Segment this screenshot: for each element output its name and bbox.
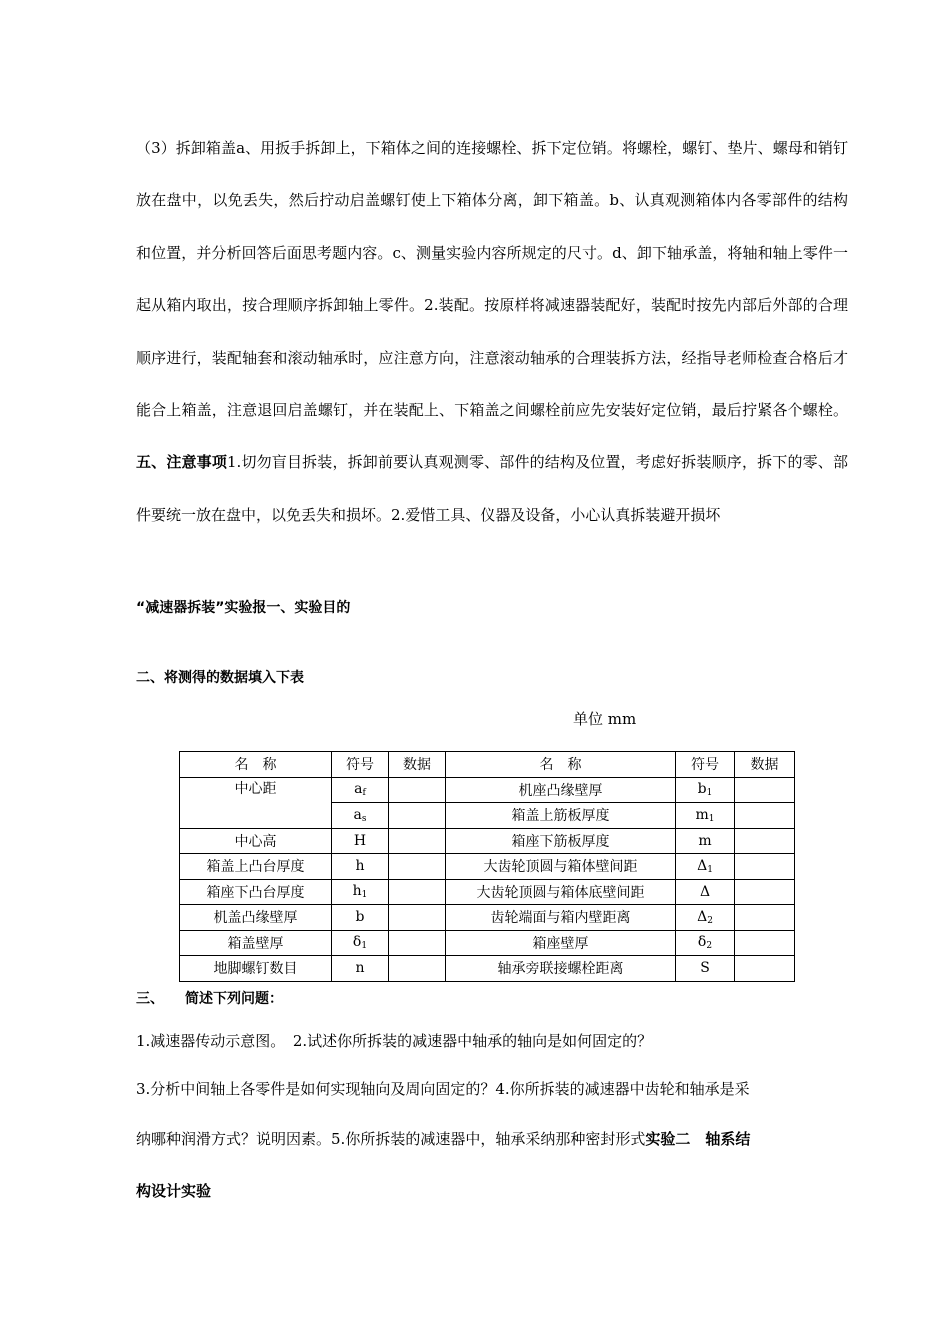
right-symbol-cell: S bbox=[676, 956, 735, 982]
experiment-two-title: 实验二 轴系结 bbox=[645, 1130, 751, 1148]
question-line-4 bbox=[136, 1180, 848, 1201]
right-name-cell: 箱盖上筋板厚度 bbox=[446, 803, 676, 829]
left-name-cell: 中心距 bbox=[180, 777, 332, 828]
question-line-2: 3.分析中间轴上各零件是如何实现轴向及周向固定的？4.你所拆装的减速器中齿轮和轴承是采 bbox=[136, 1080, 750, 1098]
right-data-cell[interactable] bbox=[735, 854, 795, 880]
right-data-cell[interactable] bbox=[735, 828, 795, 854]
header-symbol: 符号 bbox=[676, 752, 735, 778]
header-symbol: 符号 bbox=[332, 752, 389, 778]
left-data-cell[interactable] bbox=[389, 879, 446, 905]
right-data-cell[interactable] bbox=[735, 879, 795, 905]
right-name-cell: 大齿轮顶圆与箱体底壁间距 bbox=[446, 879, 676, 905]
right-name-cell: 箱座壁厚 bbox=[446, 930, 676, 956]
table-row bbox=[180, 905, 795, 931]
right-data-cell[interactable] bbox=[735, 956, 795, 982]
left-name-cell: 箱盖上凸台厚度 bbox=[180, 854, 332, 880]
notes-heading: 五、注意事项 bbox=[136, 453, 227, 472]
left-symbol-cell: $a_s$ bbox=[332, 803, 389, 829]
right-name-cell: 大齿轮顶圆与箱体壁间距 bbox=[446, 854, 676, 880]
right-symbol-cell: $b_1$ bbox=[676, 777, 735, 803]
table-header-row bbox=[180, 752, 795, 778]
left-symbol-cell: $a_f$ bbox=[332, 777, 389, 803]
left-data-cell[interactable] bbox=[389, 777, 446, 803]
header-name: 名 称 bbox=[446, 752, 676, 778]
right-symbol-cell: $\Delta_1$ bbox=[676, 854, 735, 880]
left-name-cell: 地脚螺钉数目 bbox=[180, 956, 332, 982]
report-heading: “减速器拆装”实验报一、实验目的 bbox=[136, 600, 351, 616]
header-data: 数据 bbox=[389, 752, 446, 778]
left-name-cell: 机盖凸缘壁厚 bbox=[180, 905, 332, 931]
left-symbol-cell: $h_1$ bbox=[332, 879, 389, 905]
table-row bbox=[180, 956, 795, 982]
left-symbol-cell: b bbox=[332, 905, 389, 931]
right-name-cell: 箱座下筋板厚度 bbox=[446, 828, 676, 854]
left-data-cell[interactable] bbox=[389, 803, 446, 829]
left-symbol-cell: H bbox=[332, 828, 389, 854]
left-data-cell[interactable] bbox=[389, 828, 446, 854]
right-data-cell[interactable] bbox=[735, 930, 795, 956]
paragraph-text-a: （3）拆卸箱盖a、用扳手拆卸上，下箱体之间的连接螺栓、拆下定位销。将螺栓，螺钉、垫片、螺母和销钉放在盘中，以免丢失，然后拧动启盖螺钉使上下箱体分离，卸下箱盖。b、认真观测箱体内各零部件的结构和位置，并分析回答后面思考题内容。c、测量实验内容所规定的尺寸。d、卸下轴承盖，将轴和轴上零件一起从箱内取出，按合理顺序拆卸轴上零件。2.装配。按原样将减速器装配好，装配时按先内部后外部的合理顺序进行，装配轴套和滚动轴承时，应注意方向，注意滚动轴承的合理装拆方法，经指导老师检查合格后才能合上箱盖，注意退回启盖螺钉，并在装配上、下箱盖之间螺栓前应先安装好定位销，最后拧紧各个螺栓。 bbox=[136, 139, 848, 420]
table-row bbox=[180, 777, 795, 803]
section-two-heading: 二、将测得的数据填入下表 bbox=[136, 670, 304, 686]
right-symbol-cell: m bbox=[676, 828, 735, 854]
left-name-cell: 箱盖壁厚 bbox=[180, 930, 332, 956]
left-symbol-cell: $\delta_1$ bbox=[332, 930, 389, 956]
left-symbol-cell: n bbox=[332, 956, 389, 982]
right-name-cell: 轴承旁联接螺栓距离 bbox=[446, 956, 676, 982]
experiment-two-title-cont: 构设计实验 bbox=[136, 1182, 212, 1200]
right-data-cell[interactable] bbox=[735, 905, 795, 931]
header-name: 名 称 bbox=[180, 752, 332, 778]
table-row bbox=[180, 828, 795, 854]
left-data-cell[interactable] bbox=[389, 854, 446, 880]
left-data-cell[interactable] bbox=[389, 930, 446, 956]
right-name-cell: 机座凸缘壁厚 bbox=[446, 777, 676, 803]
left-name-cell: 中心高 bbox=[180, 828, 332, 854]
left-data-cell[interactable] bbox=[389, 956, 446, 982]
question-line-3 bbox=[136, 1128, 848, 1149]
left-name-cell: 箱座下凸台厚度 bbox=[180, 879, 332, 905]
unit-label: 单位 mm bbox=[573, 710, 637, 728]
table-row bbox=[180, 879, 795, 905]
right-symbol-cell: $m_1$ bbox=[676, 803, 735, 829]
table-row bbox=[180, 854, 795, 880]
left-symbol-cell: h bbox=[332, 854, 389, 880]
right-symbol-cell: $\Delta_2$ bbox=[676, 905, 735, 931]
left-data-cell[interactable] bbox=[389, 905, 446, 931]
paragraph-text-b: 1.切勿盲目拆装，拆卸前要认真观测零、部件的结构及位置，考虑好拆装顺序，拆下的零、部件要统一放在盘中，以免丢失和损坏。2.爱惜工具、仪器及设备，小心认真拆装避开损坏 bbox=[136, 453, 848, 524]
measurement-table bbox=[179, 751, 795, 982]
right-name-cell: 齿轮端面与箱内壁距离 bbox=[446, 905, 676, 931]
right-data-cell[interactable] bbox=[735, 777, 795, 803]
right-data-cell[interactable] bbox=[735, 803, 795, 829]
question-line-1: 1.减速器传动示意图。 2.试述你所拆装的减速器中轴承的轴向是如何固定的？ bbox=[136, 1032, 653, 1050]
right-symbol-cell: Δ bbox=[676, 879, 735, 905]
question-line-3-text: 纳哪种润滑方式？说明因素。5.你所拆装的减速器中，轴承采纳那种密封形式 bbox=[136, 1130, 646, 1148]
header-data: 数据 bbox=[735, 752, 795, 778]
table-row bbox=[180, 930, 795, 956]
right-symbol-cell: $\delta_2$ bbox=[676, 930, 735, 956]
section-three-heading: 三、 简述下列问题： bbox=[136, 991, 283, 1007]
disassembly-paragraph bbox=[136, 122, 848, 541]
